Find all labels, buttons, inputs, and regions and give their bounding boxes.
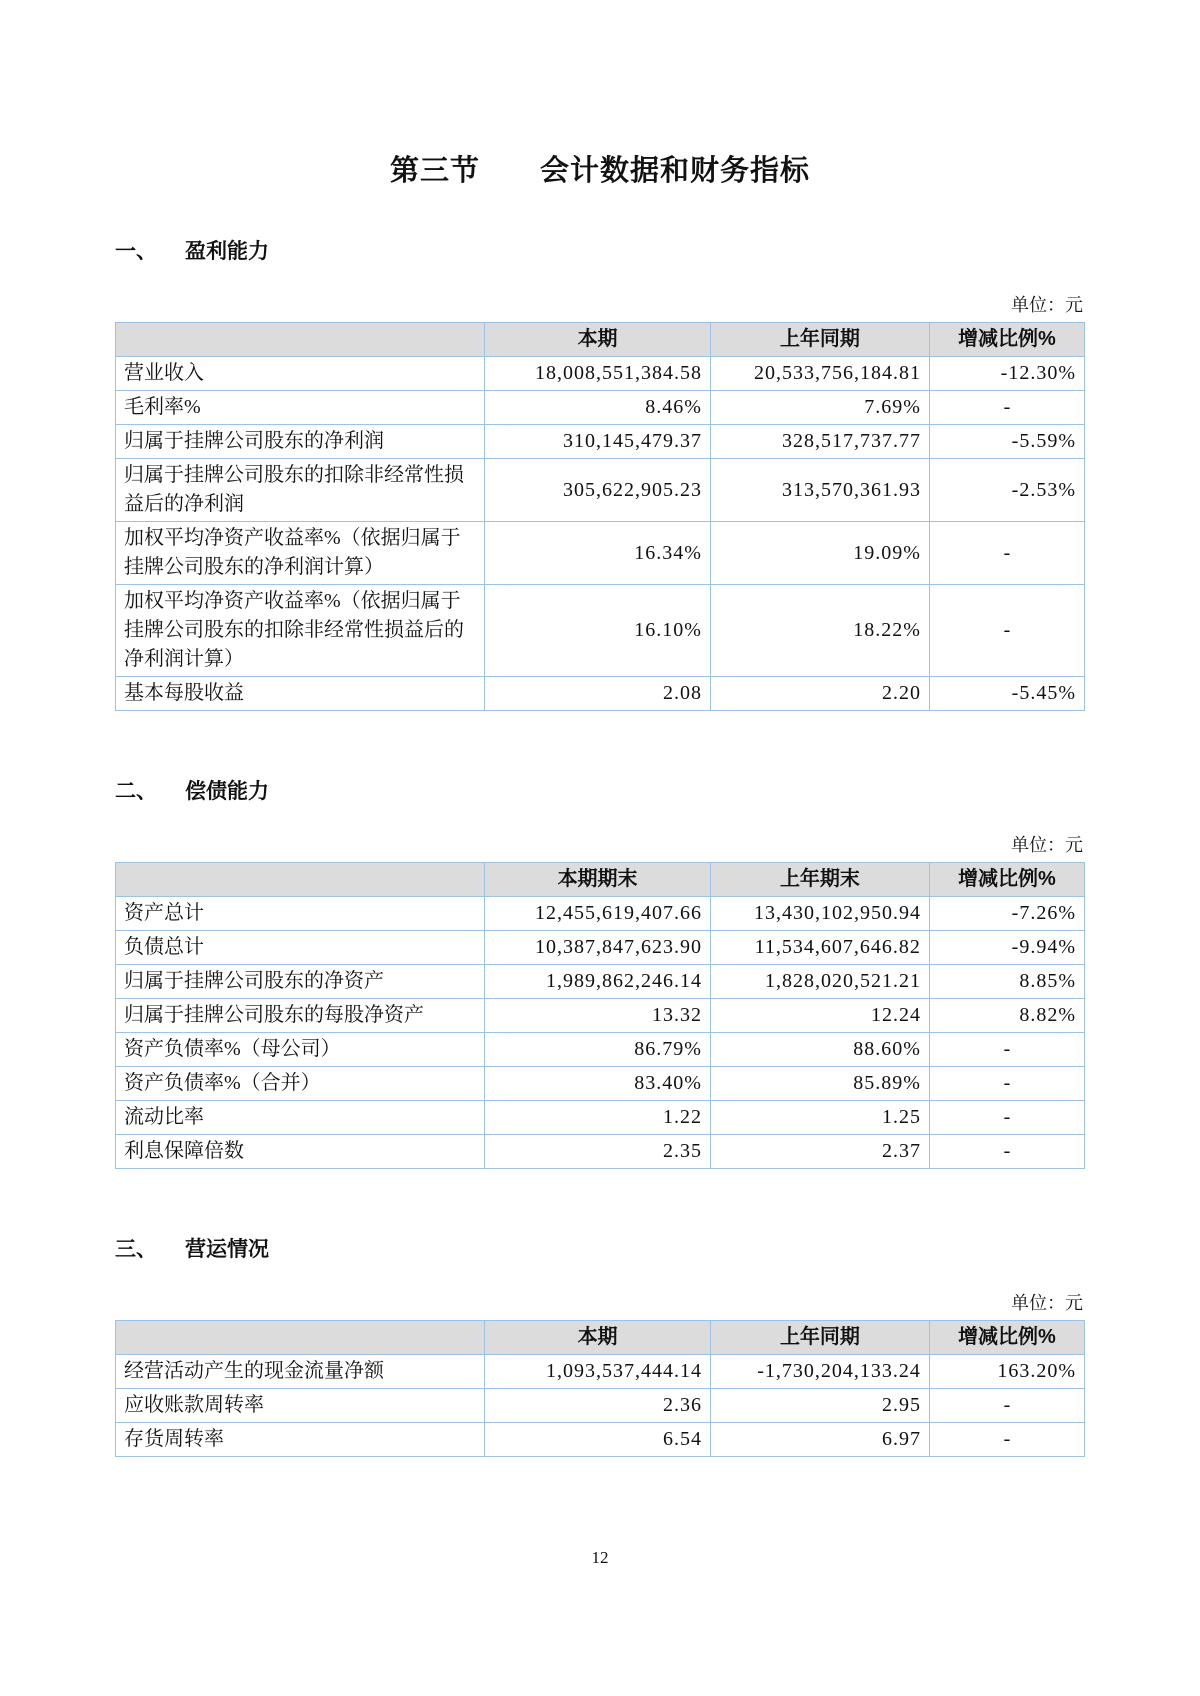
value-change: - [929, 522, 1084, 585]
solvency-table [115, 862, 1085, 1169]
column-header-prior: 上年期末 [710, 863, 929, 897]
operations-table [115, 1320, 1085, 1457]
table-header-row [116, 323, 1085, 357]
table-row [116, 522, 1085, 585]
section-number: 一、 [115, 240, 157, 263]
table-header-row [116, 1321, 1085, 1355]
table-row [116, 1423, 1085, 1457]
value-current: 2.36 [485, 1389, 711, 1423]
row-label: 资产负债率%（合并） [116, 1067, 485, 1101]
table-row [116, 999, 1085, 1033]
value-prior: 313,570,361.93 [710, 459, 929, 522]
row-label: 归属于挂牌公司股东的净利润 [116, 425, 485, 459]
value-prior: 7.69% [710, 391, 929, 425]
value-current: 83.40% [485, 1067, 711, 1101]
value-current: 16.34% [485, 522, 711, 585]
value-change: - [929, 1033, 1084, 1067]
table-row [116, 1101, 1085, 1135]
section-profitability [115, 235, 1085, 711]
row-label: 归属于挂牌公司股东的扣除非经常性损益后的净利润 [116, 459, 485, 522]
value-change: 8.85% [929, 965, 1084, 999]
value-current: 13.32 [485, 999, 711, 1033]
row-label: 流动比率 [116, 1101, 485, 1135]
value-change: -5.45% [929, 677, 1084, 711]
table-row [116, 931, 1085, 965]
section-label: 盈利能力 [185, 240, 269, 263]
value-prior: 2.37 [710, 1135, 929, 1169]
table-row [116, 459, 1085, 522]
table-header-row [116, 863, 1085, 897]
value-current: 1.22 [485, 1101, 711, 1135]
value-change: - [929, 391, 1084, 425]
value-change: - [929, 1067, 1084, 1101]
value-prior: 2.95 [710, 1389, 929, 1423]
value-current: 310,145,479.37 [485, 425, 711, 459]
value-change: - [929, 585, 1084, 677]
table-row [116, 1067, 1085, 1101]
value-current: 305,622,905.23 [485, 459, 711, 522]
row-label: 经营活动产生的现金流量净额 [116, 1355, 485, 1389]
unit-label: 单位：元 [1011, 295, 1083, 315]
row-label: 利息保障倍数 [116, 1135, 485, 1169]
value-current: 8.46% [485, 391, 711, 425]
value-prior: 19.09% [710, 522, 929, 585]
value-current: 1,093,537,444.14 [485, 1355, 711, 1389]
section-number: 三、 [115, 1238, 157, 1261]
row-label: 资产总计 [116, 897, 485, 931]
row-label: 加权平均净资产收益率%（依据归属于挂牌公司股东的扣除非经常性损益后的净利润计算） [116, 585, 485, 677]
value-current: 12,455,619,407.66 [485, 897, 711, 931]
value-change: - [929, 1135, 1084, 1169]
value-prior: 88.60% [710, 1033, 929, 1067]
value-change: -9.94% [929, 931, 1084, 965]
column-header-change: 增减比例% [929, 323, 1084, 357]
column-header-prior: 上年同期 [710, 1321, 929, 1355]
value-prior: 328,517,737.77 [710, 425, 929, 459]
column-header-current: 本期 [485, 1321, 711, 1355]
column-header-blank [116, 863, 485, 897]
section-heading-profitability [115, 235, 1085, 265]
table-row [116, 1355, 1085, 1389]
column-header-current: 本期期末 [485, 863, 711, 897]
table-row [116, 1135, 1085, 1169]
row-label: 毛利率% [116, 391, 485, 425]
column-header-blank [116, 323, 485, 357]
row-label: 存货周转率 [116, 1423, 485, 1457]
value-current: 6.54 [485, 1423, 711, 1457]
value-change: - [929, 1423, 1084, 1457]
value-prior: 85.89% [710, 1067, 929, 1101]
table-row [116, 585, 1085, 677]
value-prior: 18.22% [710, 585, 929, 677]
row-label: 加权平均净资产收益率%（依据归属于挂牌公司股东的净利润计算） [116, 522, 485, 585]
column-header-change: 增减比例% [929, 1321, 1084, 1355]
section-heading-operations [115, 1233, 1085, 1263]
value-prior: -1,730,204,133.24 [710, 1355, 929, 1389]
row-label: 应收账款周转率 [116, 1389, 485, 1423]
value-change: - [929, 1389, 1084, 1423]
column-header-current: 本期 [485, 323, 711, 357]
value-change: -7.26% [929, 897, 1084, 931]
table-row [116, 357, 1085, 391]
value-prior: 20,533,756,184.81 [710, 357, 929, 391]
page-number: 12 [591, 1548, 609, 1567]
value-change: - [929, 1101, 1084, 1135]
value-prior: 6.97 [710, 1423, 929, 1457]
row-label: 营业收入 [116, 357, 485, 391]
row-label: 负债总计 [116, 931, 485, 965]
page-title: 第三节 会计数据和财务指标 [389, 155, 810, 187]
table-row [116, 1033, 1085, 1067]
value-current: 2.35 [485, 1135, 711, 1169]
value-change: -2.53% [929, 459, 1084, 522]
row-label: 归属于挂牌公司股东的净资产 [116, 965, 485, 999]
unit-label: 单位：元 [1011, 835, 1083, 855]
section-solvency [115, 775, 1085, 1169]
table-row [116, 425, 1085, 459]
value-change: 8.82% [929, 999, 1084, 1033]
value-change: -12.30% [929, 357, 1084, 391]
table-row [116, 391, 1085, 425]
value-prior: 2.20 [710, 677, 929, 711]
unit-label: 单位：元 [1011, 1293, 1083, 1313]
value-change: -5.59% [929, 425, 1084, 459]
value-current: 18,008,551,384.58 [485, 357, 711, 391]
row-label: 资产负债率%（母公司） [116, 1033, 485, 1067]
table-row [116, 897, 1085, 931]
table-row [116, 1389, 1085, 1423]
section-operations [115, 1233, 1085, 1457]
value-change: 163.20% [929, 1355, 1084, 1389]
value-current: 86.79% [485, 1033, 711, 1067]
value-current: 10,387,847,623.90 [485, 931, 711, 965]
section-label: 偿债能力 [185, 780, 269, 803]
value-prior: 1,828,020,521.21 [710, 965, 929, 999]
value-prior: 1.25 [710, 1101, 929, 1135]
value-prior: 13,430,102,950.94 [710, 897, 929, 931]
row-label: 基本每股收益 [116, 677, 485, 711]
table-row [116, 677, 1085, 711]
section-heading-solvency [115, 775, 1085, 805]
section-number: 二、 [115, 780, 157, 803]
profitability-table [115, 322, 1085, 711]
value-current: 1,989,862,246.14 [485, 965, 711, 999]
section-label: 营运情况 [185, 1238, 269, 1261]
column-header-prior: 上年同期 [710, 323, 929, 357]
column-header-change: 增减比例% [929, 863, 1084, 897]
value-prior: 11,534,607,646.82 [710, 931, 929, 965]
value-current: 16.10% [485, 585, 711, 677]
row-label: 归属于挂牌公司股东的每股净资产 [116, 999, 485, 1033]
value-prior: 12.24 [710, 999, 929, 1033]
column-header-blank [116, 1321, 485, 1355]
table-row [116, 965, 1085, 999]
value-current: 2.08 [485, 677, 711, 711]
